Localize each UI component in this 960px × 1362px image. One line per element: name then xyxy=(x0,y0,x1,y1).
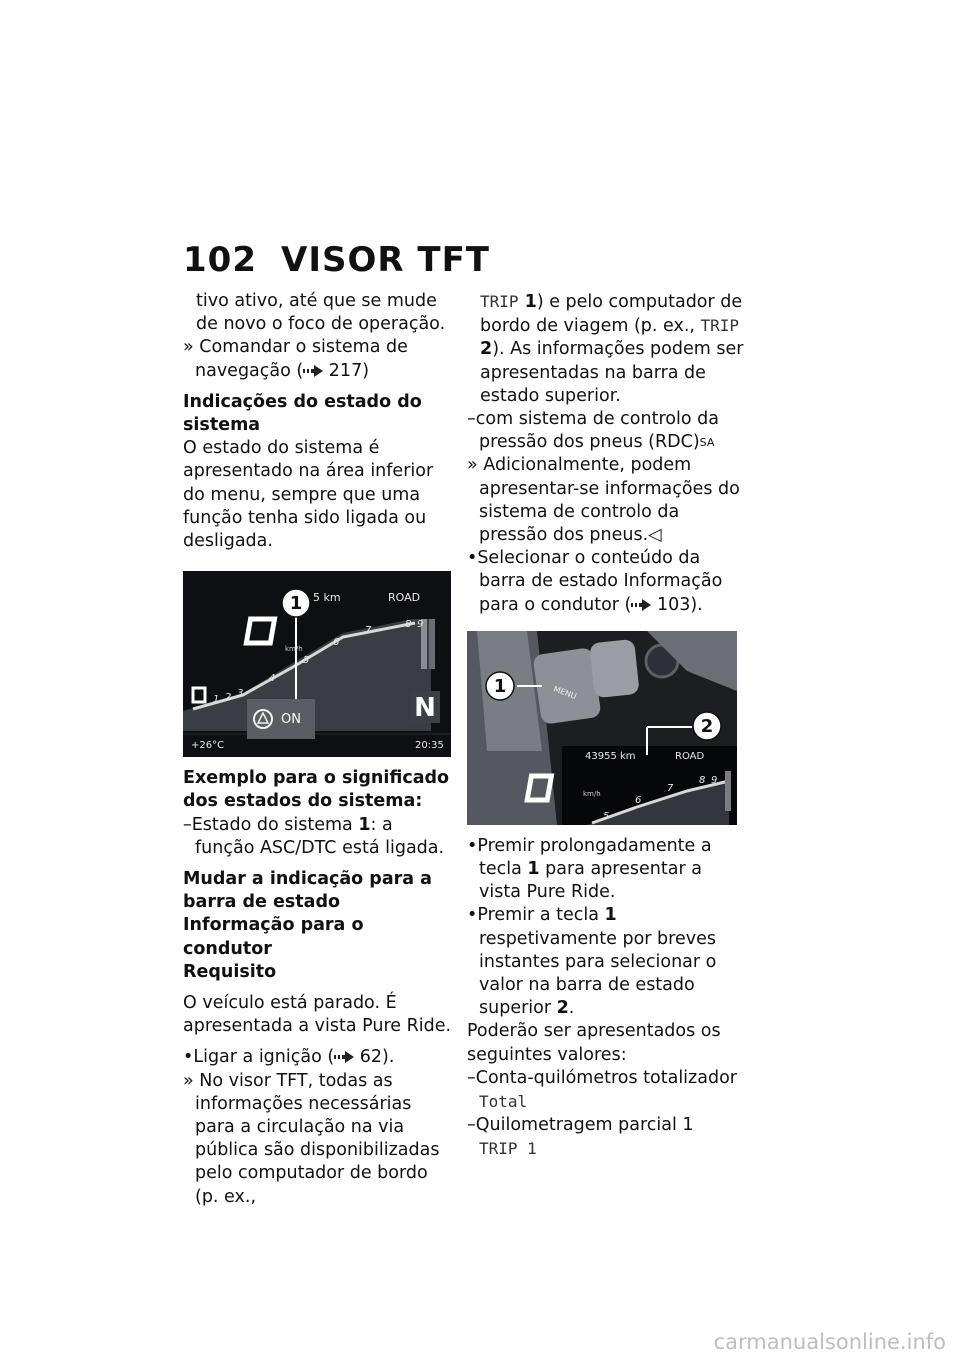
distance-readout: 5 km xyxy=(313,591,341,605)
tick-label: 3 xyxy=(237,688,244,700)
watermark: carmanualsonline.info xyxy=(713,1330,946,1354)
value-item-total: –Conta-quilómetros totalizador Total xyxy=(467,1067,737,1112)
tick-label: 7 xyxy=(365,625,372,637)
requirement-text: O veículo está parado. É apresentada a vista Pure Ride. xyxy=(183,993,452,1037)
step-ignition: •Ligar a ignição ( 62). xyxy=(183,1047,395,1068)
end-marker-icon: ◁ xyxy=(648,525,662,546)
step-select-content: •Selecionar o conteúdo da barra de estado Informação para o condutor ( 103). xyxy=(467,548,723,615)
step-long-press: •Premir prolongadamente a tecla 1 para apresentar a vista Pure Ride. xyxy=(467,835,712,903)
values-intro: Poderão ser apresentados os seguintes valores: xyxy=(467,1021,721,1065)
callout-2: 2 xyxy=(700,715,714,737)
riding-mode: ROAD xyxy=(388,591,421,605)
speed-unit: km/h xyxy=(583,789,601,798)
result-item-navigation: » Comandar o sistema de navegação ( 217) xyxy=(183,337,408,381)
tick-label: 9 xyxy=(417,619,424,631)
left-column xyxy=(183,290,455,1209)
speed-unit: km/h xyxy=(285,645,303,654)
rdc-item: –com sistema de controlo da pressão dos pneus (RDC)$^{SA}$ xyxy=(467,409,719,453)
requirement-heading: Requisito xyxy=(183,961,277,982)
page-title: VISOR TFT xyxy=(281,240,490,280)
tick-label: 4 xyxy=(269,673,276,685)
value-code-trip1: TRIP 1 xyxy=(479,1139,537,1159)
on-status: ON xyxy=(281,712,301,728)
paragraph-continuation: tivo ativo, até que se mude de novo o foco de operação. xyxy=(196,291,446,335)
tick-label: 8 xyxy=(699,774,706,786)
callout-1: 1 xyxy=(289,593,303,615)
example-item: –Estado do sistema 1: a função ASC/DTC está ligada. xyxy=(183,814,445,858)
callout-1: 1 xyxy=(493,675,507,697)
paragraph-system-status: O estado do sistema é apresentado na área inferior do menu, sempre que uma função tenha sido ligada ou desligada. xyxy=(183,438,434,552)
paragraph-trip-info: TRIP 1) e pelo computador de bordo de viagem (p. ex., TRIP 2). As informações podem ser apresentadas na barra de estado superior. xyxy=(480,292,744,406)
section-heading-change-display: Mudar a indicação para a barra de estado Informação para o condutor xyxy=(183,869,432,959)
page-number: 102 xyxy=(183,240,257,280)
tick-label: 7 xyxy=(667,782,674,794)
tft-display-figure-1 xyxy=(183,571,451,757)
temperature-readout: +26°C xyxy=(191,740,225,752)
page-header xyxy=(183,240,490,280)
value-code-total: Total xyxy=(479,1092,528,1112)
odometer-readout: 43955 km xyxy=(585,750,636,762)
result-rdc-info: » Adicionalmente, podem apresentar-se informações do sistema de controlo da pressão dos pneus.◁ xyxy=(467,455,740,546)
page-reference-arrow-icon xyxy=(303,365,323,377)
handlebar-figure-2 xyxy=(467,631,737,825)
page-reference-arrow-icon xyxy=(631,599,651,611)
time-readout: 20:35 xyxy=(415,740,444,752)
menu-button-label: MENU xyxy=(552,684,578,701)
special-equipment-badge: SA xyxy=(699,436,715,450)
tick-label: 6 xyxy=(333,637,340,649)
section-heading-system-status: Indicações do estado do sistema xyxy=(183,391,422,436)
handlebar-illustration xyxy=(467,631,737,825)
step-short-press: •Premir a tecla 1 respetivamente por breves instantes para selecionar o valor na barra de estado superior 2. xyxy=(467,905,717,1019)
page-reference-arrow-icon xyxy=(334,1051,354,1063)
tick-label: 8 xyxy=(405,619,412,631)
tick-label: 1 xyxy=(213,694,220,706)
gear-indicator: N xyxy=(414,693,436,724)
tft-display-illustration xyxy=(183,571,451,757)
tick-label: 5 xyxy=(303,655,310,667)
tick-label: 2 xyxy=(225,692,232,704)
result-tft-info: » No visor TFT, todas as informações necessárias para a circulação na via pública são disponibilizadas pelo computador de bordo (p. ex., xyxy=(183,1070,440,1207)
tick-label: 5 xyxy=(603,810,610,822)
right-column xyxy=(467,290,747,1162)
value-item-trip1: –Quilometragem parcial 1 TRIP 1 xyxy=(467,1115,694,1159)
tick-label: 9 xyxy=(711,774,718,786)
tick-label: 6 xyxy=(635,794,642,806)
example-heading: Exemplo para o significado dos estados do sistema: xyxy=(183,768,450,812)
riding-mode: ROAD xyxy=(675,750,705,762)
